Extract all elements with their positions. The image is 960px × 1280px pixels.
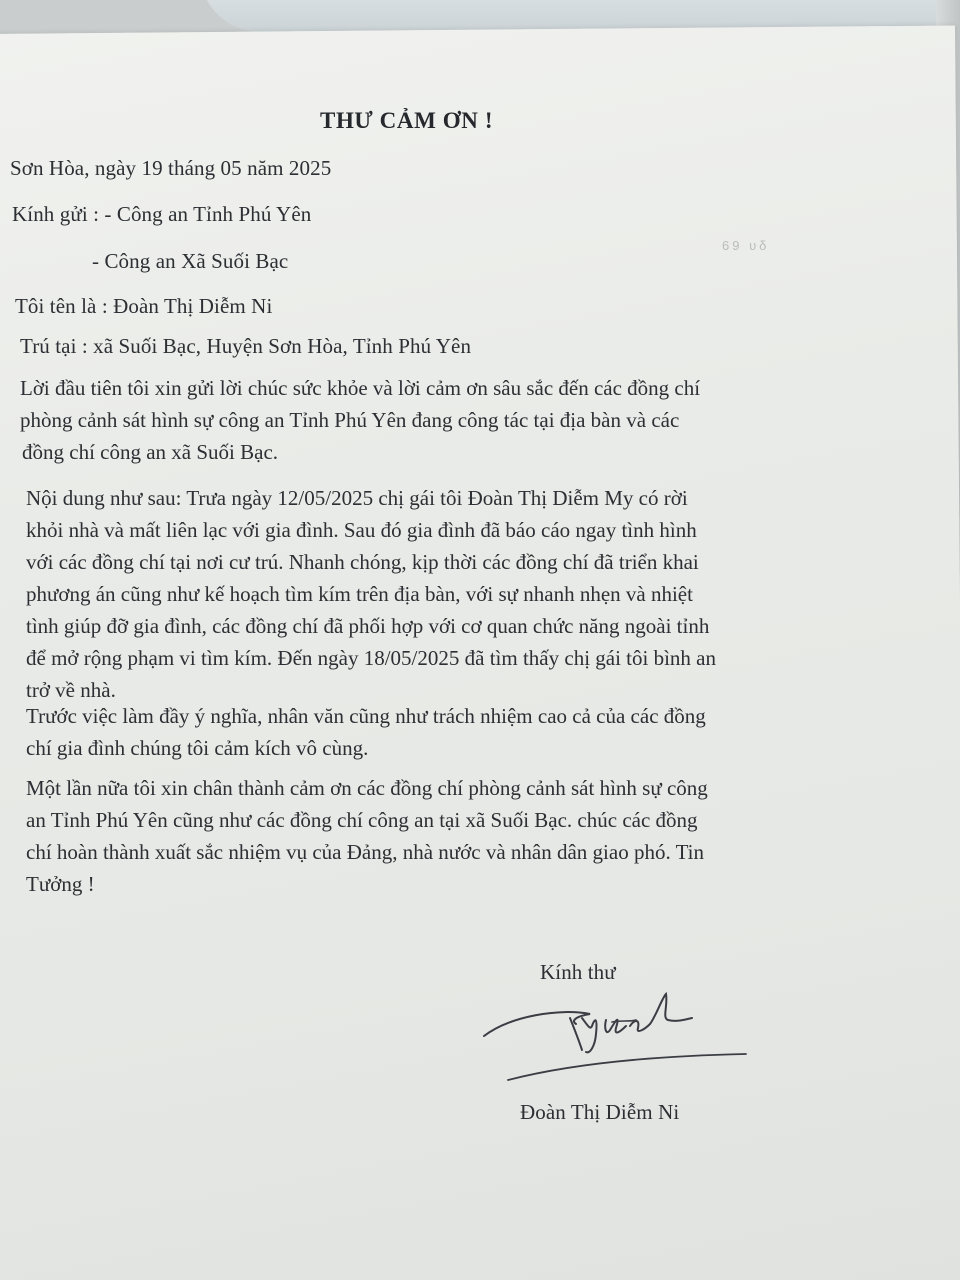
address-line: Trú tại : xã Suối Bạc, Huyện Sơn Hòa, Tỉnh Phú Yên (20, 334, 472, 358)
letter-title: THƯ CẢM ƠN ! (320, 108, 494, 133)
paragraph-gratitude (26, 700, 706, 764)
paragraph-line: Nội dung như sau: Trưa ngày 12/05/2025 chị gái tôi Đoàn Thị Diễm My có rời (26, 486, 688, 510)
paragraph-line: an Tỉnh Phú Yên cũng như các đồng chí công an tại xã Suối Bạc. chúc các đồng (26, 808, 698, 832)
paragraph-line: tình giúp đỡ gia đình, các đồng chí đã phối hợp với cơ quan chức năng ngoài tỉnh (26, 614, 710, 638)
closing-phrase: Kính thư (540, 960, 616, 984)
recipient-line-1: Kính gửi : - Công an Tỉnh Phú Yên (12, 202, 312, 226)
paragraph-line: đồng chí công an xã Suối Bạc. (22, 440, 279, 464)
paragraph-line: Tưởng ! (26, 872, 95, 896)
paragraph-line: Trước việc làm đầy ý nghĩa, nhân văn cũng như trách nhiệm cao cả của các đồng (26, 704, 706, 728)
paragraph-line: Một lần nữa tôi xin chân thành cảm ơn các đồng chí phòng cảnh sát hình sự công (26, 776, 708, 800)
paragraph-line: chí hoàn thành xuất sắc nhiệm vụ của Đảng, nhà nước và nhân dân giao phó. Tin (26, 840, 705, 864)
paragraph-line: trở về nhà. (26, 678, 116, 702)
signature-mark (470, 980, 760, 1090)
paragraph-line: khỏi nhà và mất liên lạc với gia đình. Sau đó gia đình đã báo cáo ngay tình hình (26, 518, 697, 542)
paragraph-closing (26, 772, 708, 900)
paragraph-line: để mở rộng phạm vi tìm kím. Đến ngày 18/05/2025 đã tìm thấy chị gái tôi bình an (26, 646, 717, 670)
recipient-line-2: - Công an Xã Suối Bạc (92, 249, 289, 273)
paragraph-line: phương án cũng như kế hoạch tìm kím trên địa bàn, với sự nhanh nhẹn và nhiệt (26, 582, 693, 606)
signature-name: Đoàn Thị Diễm Ni (520, 1100, 680, 1124)
place-date: Sơn Hòa, ngày 19 tháng 05 năm 2025 (10, 156, 332, 180)
paragraph-line: với các đồng chí tại nơi cư trú. Nhanh chóng, kịp thời các đồng chí đã triển khai (26, 550, 699, 574)
paragraph-line: chí gia đình chúng tôi cảm kích vô cùng. (26, 736, 369, 760)
sender-name-line: Tôi tên là : Đoàn Thị Diễm Ni (15, 294, 273, 318)
paragraph-line: Lời đầu tiên tôi xin gửi lời chúc sức khỏe và lời cảm ơn sâu sắc đến các đồng chí (20, 376, 701, 400)
paragraph-content (26, 482, 716, 706)
paragraph-greeting (20, 372, 700, 468)
faint-mark: 69 υδ (722, 238, 770, 253)
paragraph-line: phòng cảnh sát hình sự công an Tỉnh Phú Yên đang công tác tại địa bàn và các (20, 408, 680, 432)
